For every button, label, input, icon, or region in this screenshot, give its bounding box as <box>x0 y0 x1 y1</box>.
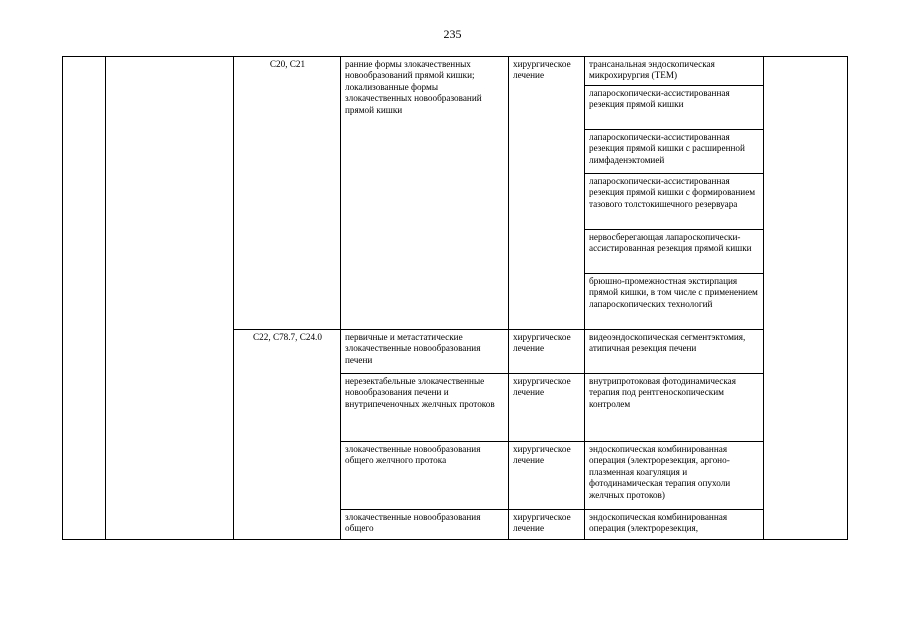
treatment-type-cell: хирургическое лечение <box>509 374 585 442</box>
empty-column-1 <box>63 57 106 540</box>
treatment-table <box>62 56 848 540</box>
diagnosis-cell: ранние формы злокачественных новообразований прямой кишки; локализованные формы злокачественных новообразований прямой кишки <box>341 57 509 330</box>
method-cell: лапароскопически-ассистированная резекция прямой кишки <box>585 86 764 130</box>
method-cell: лапароскопически-ассистированная резекция прямой кишки с формированием тазового толстокишечного резервуара <box>585 174 764 230</box>
method-cell: трансанальная эндоскопическая микрохирургия (TEM) <box>585 57 764 86</box>
treatment-type-cell: хирургическое лечение <box>509 330 585 374</box>
treatment-type-cell: хирургическое лечение <box>509 510 585 540</box>
method-cell: брюшно-промежностная экстирпация прямой кишки, в том числе с применением лапароскопических технологий <box>585 274 764 330</box>
diagnosis-cell: злокачественные новообразования общего желчного протока <box>341 442 509 510</box>
page-number: 235 <box>443 27 462 41</box>
treatment-type-cell: хирургическое лечение <box>509 442 585 510</box>
diagnosis-cell: злокачественные новообразования общего <box>341 510 509 540</box>
diagnosis-cell: первичные и метастатические злокачественные новообразования печени <box>341 330 509 374</box>
icd-code-cell: C22, C78.7, C24.0 <box>234 330 341 540</box>
method-cell: видеоэндоскопическая сегментэктомия, атипичная резекция печени <box>585 330 764 374</box>
method-cell: нервосберегающая лапароскопически-ассистированная резекция прямой кишки <box>585 230 764 274</box>
method-cell: эндоскопическая комбинированная операция (электрорезекция, <box>585 510 764 540</box>
icd-code-cell: C20, C21 <box>234 57 341 330</box>
empty-column-2 <box>106 57 234 540</box>
method-cell: лапароскопически-ассистированная резекция прямой кишки с расширенной лимфаденэктомией <box>585 130 764 174</box>
empty-column-7 <box>764 57 848 540</box>
method-cell: эндоскопическая комбинированная операция (электрорезекция, аргоно-плазменная коагуляция и фотодинамическая терапия опухоли желчных протоков) <box>585 442 764 510</box>
treatment-type-cell: хирургическое лечение <box>509 57 585 330</box>
method-cell: внутрипротоковая фотодинамическая терапия под рентгеноскопическим контролем <box>585 374 764 442</box>
diagnosis-cell: нерезектабельные злокачественные новообразования печени и внутрипеченочных желчных протоков <box>341 374 509 442</box>
